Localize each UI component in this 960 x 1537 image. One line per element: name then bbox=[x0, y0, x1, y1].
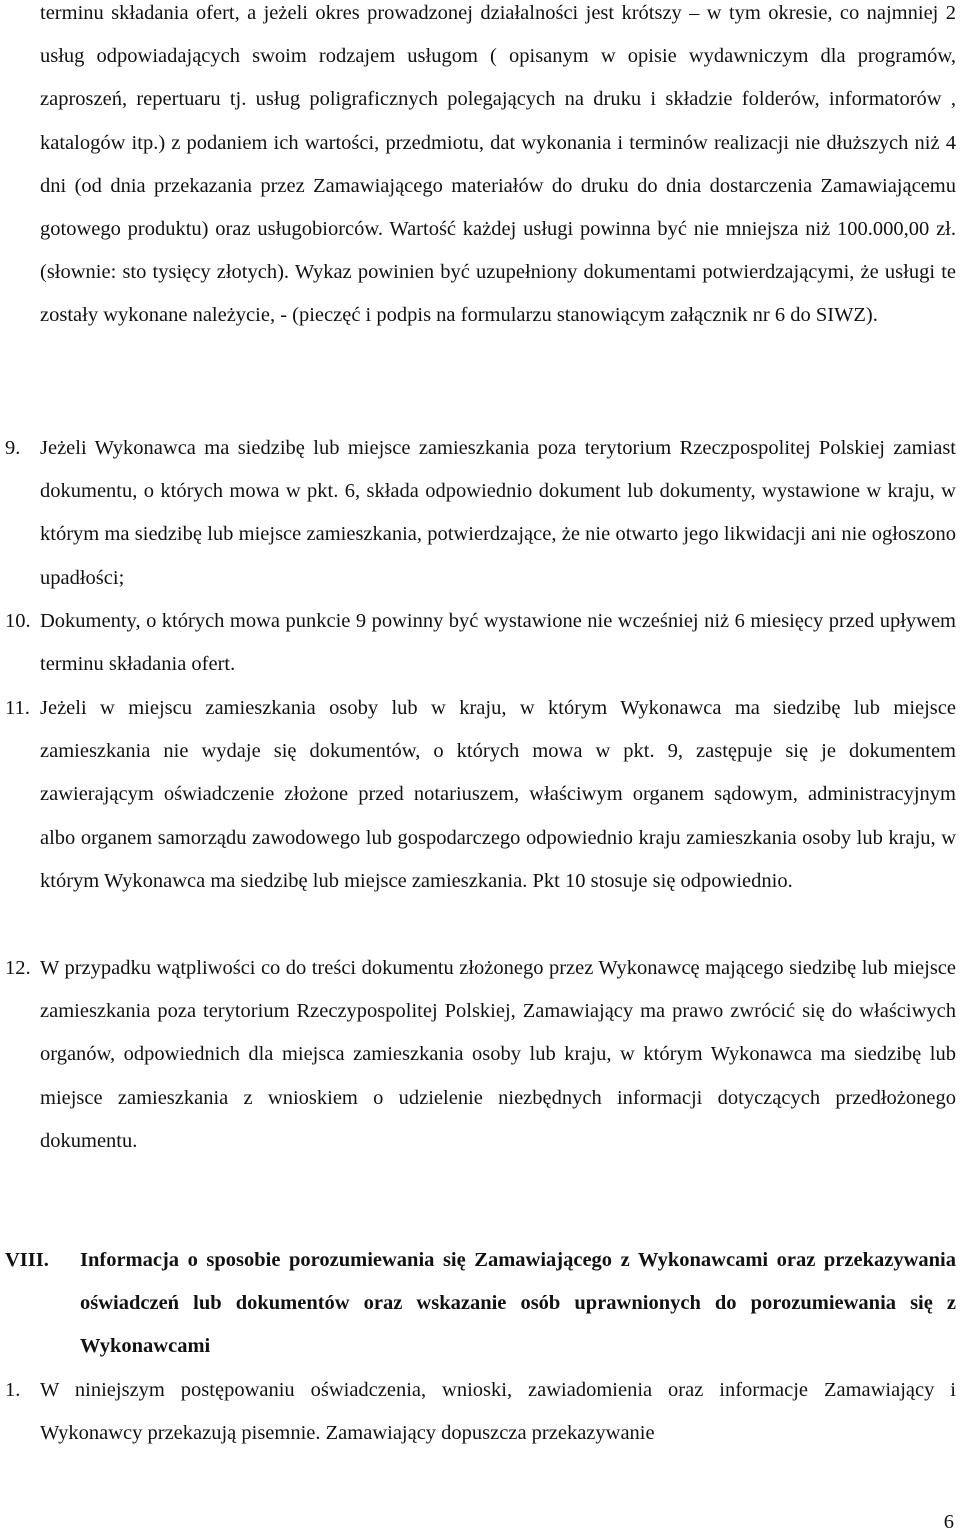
list-item-text: W przypadku wątpliwości co do treści dokumentu złożonego przez Wykonawcę mającego siedzibę lub miejsce zamieszkania poza terytorium Rzeczypospolitej Polskiej, Zamawiający ma prawo zwrócić się do właściwych organów, odpowiednich dla miejsca zamieszkania osoby lub kraju, w którym Wykonawca ma siedzibę lub miejsce zamieszkania z wnioskiem o udzielenie niezbędnych informacji dotyczących przedłożonego dokumentu. bbox=[40, 957, 956, 1152]
list-item-text: Jeżeli Wykonawca ma siedzibę lub miejsce zamieszkania poza terytorium Rzeczpospolitej Polskiej zamiast dokumentu, o których mowa w pkt. 6, składa odpowiednio dokument lub dokumenty, wystawione w kraju, w którym ma siedzibę lub miejsce zamieszkania, potwierdzające, że nie otwarto jego likwidacji ani nie ogłoszono upadłości; bbox=[40, 437, 956, 589]
section-heading bbox=[0, 1239, 956, 1369]
list-item-number: 9. bbox=[5, 437, 21, 459]
list-item-12 bbox=[0, 947, 956, 1163]
list-item-11 bbox=[0, 687, 956, 903]
continuation-paragraph: terminu składania ofert, a jeżeli okres prowadzonej działalności jest krótszy – w tym okresie, co najmniej 2 usług odpowiadających swoim rodzajem usługom ( opisanym w opisie wydawniczym dla programów, zaproszeń, repertuaru tj. usług poligraficznych polegających na druku i składzie folderów, informatorów , katalogów itp.) z podaniem ich wartości, przedmiotu, dat wykonania i terminów realizacji nie dłuższych niż 4 dni (od dnia przekazania przez Zamawiającego materiałów do druku do dnia dostarczenia Zamawiającemu gotowego produktu) oraz usługobiorców. Wartość każdej usługi powinna być nie mniejsza niż 100.000,00 zł. (słownie: sto tysięcy złotych). Wykaz powinien być uzupełniony dokumentami potwierdzającymi, że usługi te zostały wykonane należycie, - (pieczęć i podpis na formularzu stanowiącym załącznik nr 6 do SIWZ). bbox=[40, 2, 956, 327]
list-item-10 bbox=[0, 600, 956, 686]
list-item-number: 11. bbox=[5, 697, 30, 719]
list-item-number: 10. bbox=[5, 610, 31, 632]
list-item-text: Dokumenty, o których mowa punkcie 9 powinny być wystawione nie wcześniej niż 6 miesięcy przed upływem terminu składania ofert. bbox=[40, 610, 956, 676]
list-item-text: Jeżeli w miejscu zamieszkania osoby lub w kraju, w którym Wykonawca ma siedzibę lub miejsce zamieszkania nie wydaje się dokumentów, o których mowa w pkt. 9, zastępuje się je dokumentem zawierającym oświadczenie złożone przed notariuszem, właściwym organem sądowym, administracyjnym albo organem samorządu zawodowego lub gospodarczego odpowiednio kraju zamieszkania osoby lub kraju, w którym Wykonawca ma siedzibę lub miejsce zamieszkania. Pkt 10 stosuje się odpowiednio. bbox=[40, 697, 956, 892]
list-item-number: 1. bbox=[5, 1379, 21, 1401]
section-number: VIII. bbox=[5, 1249, 49, 1271]
list-item-text: W niniejszym postępowaniu oświadczenia, wnioski, zawiadomienia oraz informacje Zamawiający i Wykonawcy przekazują pisemnie. Zamawiający dopuszcza przekazywanie bbox=[40, 1379, 956, 1445]
section-list-item-1 bbox=[0, 1369, 956, 1455]
list-item-number: 12. bbox=[5, 957, 31, 979]
section-title: Informacja o sposobie porozumiewania się Zamawiającego z Wykonawcami oraz przekazywania oświadczeń lub dokumentów oraz wskazanie osób uprawnionych do porozumiewania się z Wykonawcami bbox=[80, 1249, 956, 1358]
page-number: 6 bbox=[943, 1511, 954, 1533]
list-item-9 bbox=[0, 427, 956, 600]
